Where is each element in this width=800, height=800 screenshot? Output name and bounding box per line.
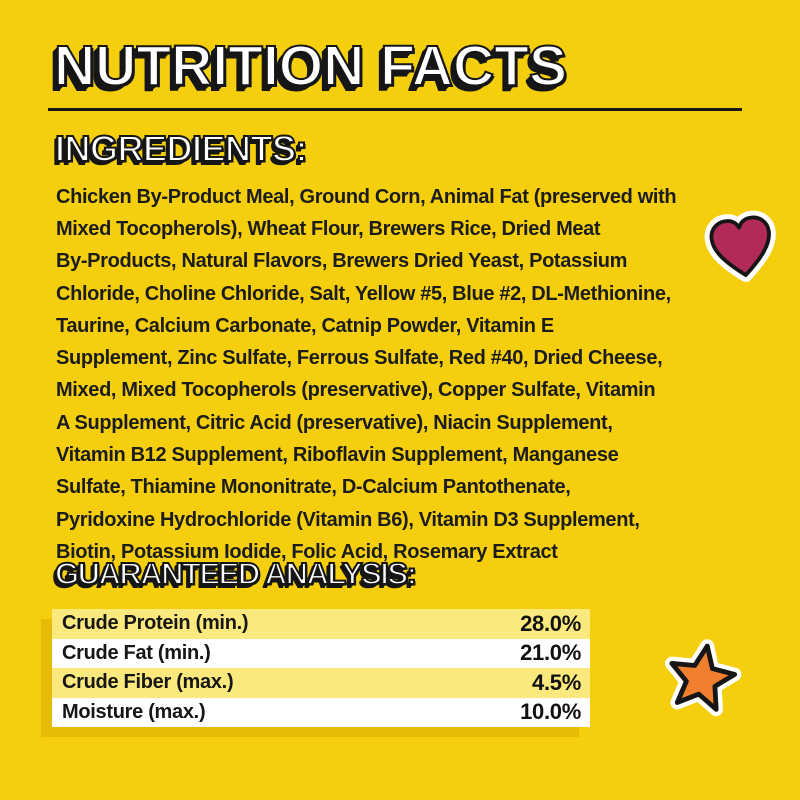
row-value: 28.0%	[520, 610, 581, 636]
ingredients-line: Biotin, Potassium Iodide, Folic Acid, Rosemary Extract	[56, 540, 558, 563]
row-label: Crude Fat (min.)	[62, 641, 211, 664]
row-label: Crude Fiber (max.)	[62, 671, 234, 694]
analysis-heading: GUARANTEED ANALYSIS:	[55, 556, 416, 591]
table-row	[52, 698, 590, 728]
ingredients-line: A Supplement, Citric Acid (preservative), Niacin Supplement,	[56, 411, 613, 434]
table-row	[52, 668, 590, 698]
ingredients-line: Sulfate, Thiamine Mononitrate, D-Calcium Pantothenate,	[56, 476, 571, 499]
guaranteed-analysis-table	[52, 609, 590, 727]
ingredients-line: Supplement, Zinc Sulfate, Ferrous Sulfate, Red #40, Dried Cheese,	[56, 347, 663, 370]
ingredients-line: Taurine, Calcium Carbonate, Catnip Powder, Vitamin E	[56, 314, 554, 337]
row-value: 21.0%	[520, 640, 581, 666]
ingredients-paragraph	[56, 181, 756, 569]
row-label: Crude Protein (min.)	[62, 612, 249, 635]
table-row	[52, 639, 590, 669]
row-label: Moisture (max.)	[62, 700, 206, 723]
row-value: 4.5%	[532, 669, 581, 695]
table-row	[52, 609, 590, 639]
ingredients-line: Mixed Tocopherols), Wheat Flour, Brewers Rice, Dried Meat	[56, 217, 601, 240]
ingredients-line: Mixed, Mixed Tocopherols (preservative), Copper Sulfate, Vitamin	[56, 379, 656, 402]
page-title: NUTRITION FACTS	[54, 34, 567, 98]
star-icon	[656, 630, 749, 723]
heart-icon	[699, 205, 785, 291]
ingredients-line: Chloride, Choline Chloride, Salt, Yellow #5, Blue #2, DL-Methionine,	[56, 282, 671, 305]
ingredients-line: Vitamin B12 Supplement, Riboflavin Supplement, Manganese	[56, 444, 619, 467]
ingredients-heading: INGREDIENTS:	[55, 128, 308, 169]
ingredients-line: By-Products, Natural Flavors, Brewers Dried Yeast, Potassium	[56, 250, 628, 273]
title-underline	[48, 108, 742, 111]
row-value: 10.0%	[520, 699, 581, 725]
ingredients-line: Pyridoxine Hydrochloride (Vitamin B6), Vitamin D3 Supplement,	[56, 508, 640, 531]
ingredients-line: Chicken By-Product Meal, Ground Corn, Animal Fat (preserved with	[56, 185, 677, 208]
